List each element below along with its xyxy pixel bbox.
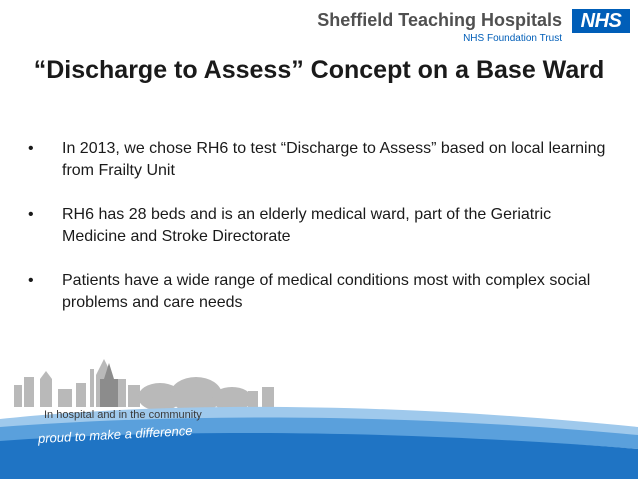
- trust-logo: [317, 6, 630, 46]
- nhs-logo: NHS: [572, 9, 630, 33]
- bullet-text: Patients have a wide range of medical conditions most with complex social problems and care needs: [62, 272, 591, 311]
- bullet-item: [28, 204, 613, 248]
- bullet-item: [28, 138, 613, 182]
- bullet-list: [28, 138, 613, 336]
- bullet-text: RH6 has 28 beds and is an elderly medical ward, part of the Geriatric Medicine and Stroke Directorate: [62, 206, 552, 245]
- bullet-text: In 2013, we chose RH6 to test “Discharge to Assess” based on local learning from Frailty Unit: [62, 140, 606, 179]
- bullet-item: [28, 270, 613, 314]
- tagline-proud: proud to make a difference: [37, 422, 193, 446]
- skyline-icon: [14, 359, 274, 413]
- org-subtitle: NHS Foundation Trust: [463, 33, 562, 44]
- bullet-icon: •: [28, 206, 34, 223]
- tagline-community: In hospital and in the community: [44, 409, 202, 421]
- org-name: Sheffield Teaching Hospitals: [317, 10, 562, 30]
- bullet-icon: •: [28, 272, 34, 289]
- bullet-icon: •: [28, 140, 34, 157]
- footer-banner: [0, 349, 638, 479]
- slide-title: “Discharge to Assess” Concept on a Base Ward: [33, 56, 605, 84]
